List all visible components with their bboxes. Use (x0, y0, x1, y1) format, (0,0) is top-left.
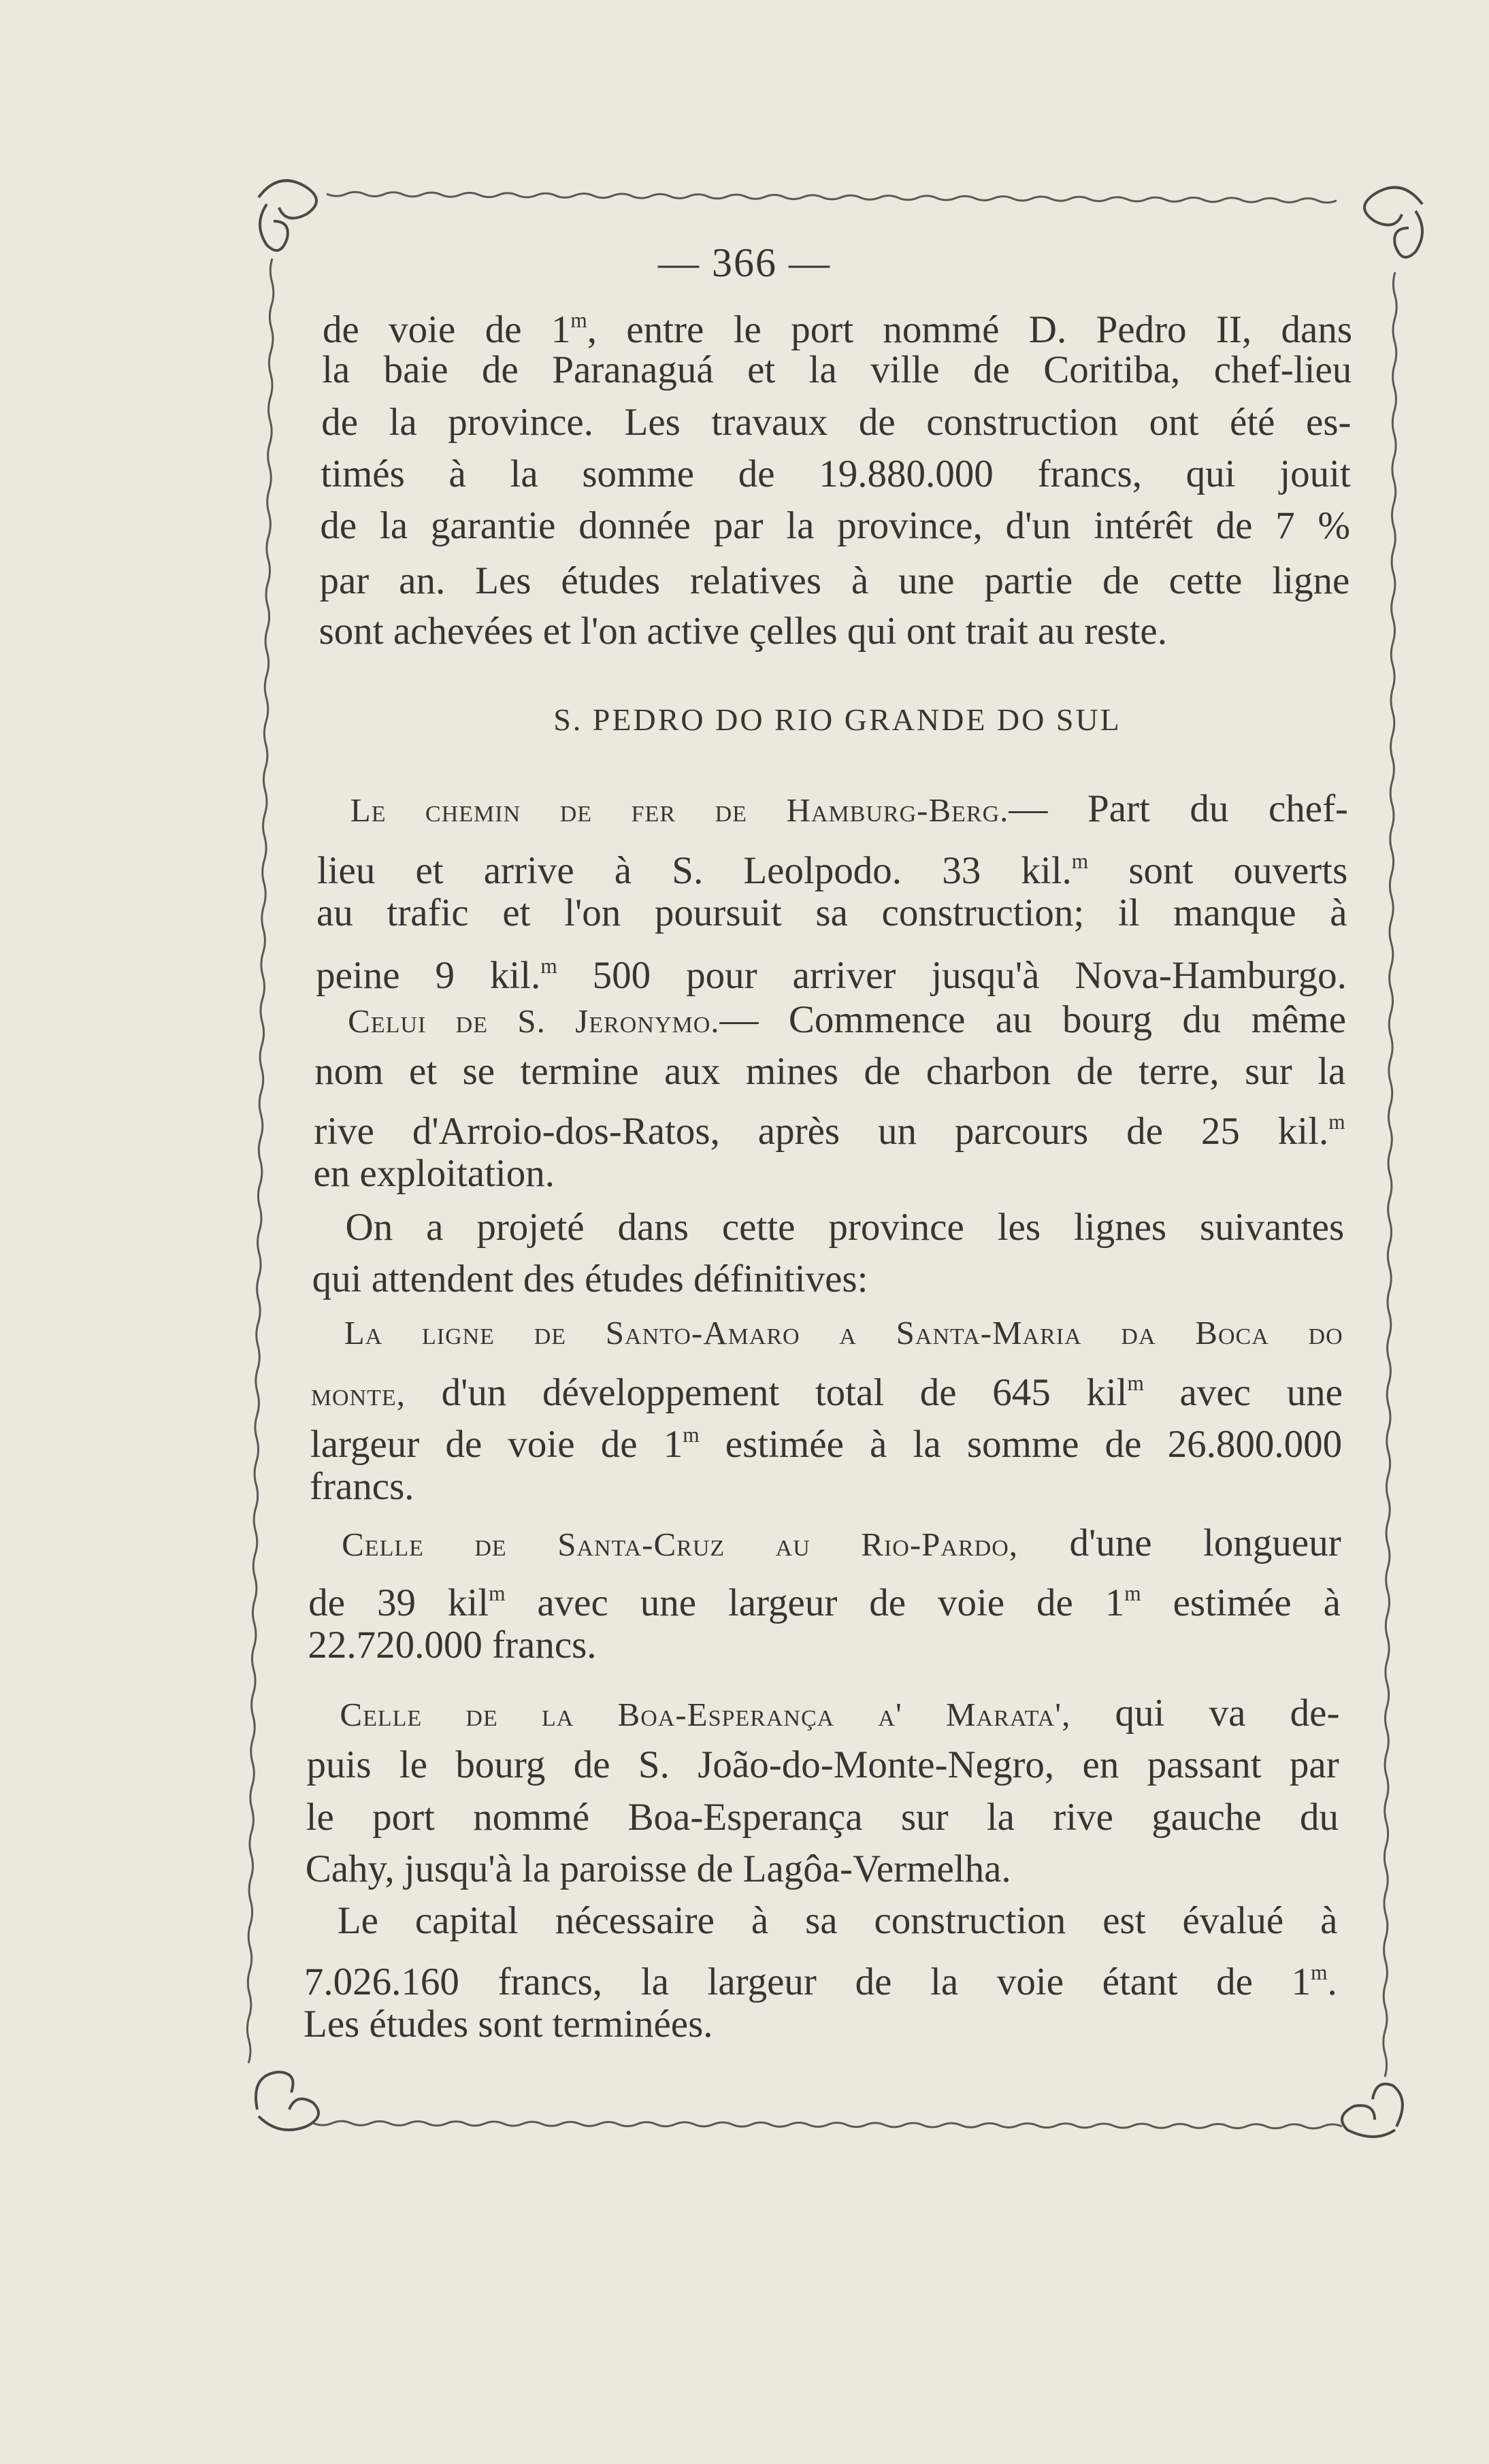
text-segment: sont ouverts (1088, 849, 1348, 892)
text-line (344, 1308, 1343, 1357)
superscript: m (540, 954, 557, 978)
text-segment: — Commence au bourg du même (719, 998, 1347, 1041)
small-caps-text: La ligne de Santo-Amaro a Santa-Maria da Boca do (344, 1314, 1343, 1351)
section-heading (323, 696, 1352, 744)
text-segment: S. PEDRO DO RIO GRANDE DO SUL (553, 702, 1122, 737)
text-segment: . (1327, 1960, 1337, 2003)
text-line (348, 996, 1346, 1045)
page-number: — 366 — (658, 240, 831, 285)
text-segment: par an. Les études relatives à une partie de cette ligne (319, 559, 1350, 602)
text-line (346, 1204, 1345, 1251)
text-line (323, 297, 1352, 354)
text-line (322, 346, 1352, 394)
text-line (320, 502, 1350, 550)
text-segment: 22.720.000 francs. (308, 1624, 597, 1666)
text-line (321, 450, 1350, 498)
text-segment: au trafic et l'on poursuit sa construction; il manque à (316, 891, 1347, 934)
text-segment: qui va de- (1070, 1692, 1340, 1735)
small-caps-text: Le chemin de fer de Hamburg-Berg. (350, 791, 1009, 829)
text-line (307, 1741, 1339, 1789)
text-line (304, 2001, 1337, 2048)
text-line (350, 785, 1348, 834)
text-segment: Cahy, jusqu'à la paroisse de Lagôa-Vermelha. (305, 1847, 1011, 1890)
text-segment: d'une longueur (1018, 1522, 1341, 1564)
superscript: m (1124, 1581, 1141, 1605)
text-line (311, 1360, 1343, 1418)
small-caps-text: Celui de S. Jeronymo. (348, 1002, 720, 1040)
text-segment: sont achevées et l'on active çelles qui ont trait au reste. (318, 610, 1167, 653)
text-line (312, 1255, 1344, 1303)
text-segment: de 39 kil (308, 1581, 489, 1624)
text-line (306, 1845, 1339, 1893)
text-segment: — Part du chef- (1009, 787, 1349, 830)
text-line (317, 838, 1347, 895)
text-segment: avec une (1143, 1370, 1343, 1414)
text-line (313, 1150, 1344, 1198)
text-line (338, 1897, 1338, 1945)
text-segment: le port nommé Boa-Esperança sur la rive gauche du (306, 1796, 1339, 1839)
text-line (310, 1411, 1342, 1468)
text-segment: On a projeté dans cette province les lignes suivantes (345, 1206, 1345, 1249)
text-segment: 500 pour arriver jusqu'à Nova-Hamburgo. (557, 953, 1347, 997)
text-segment: lieu et arrive à S. Leolpodo. 33 kil. (316, 849, 1072, 892)
text-segment: puis le bourg de S. João-do-Monte-Negro, en passant par (306, 1743, 1339, 1786)
superscript: m (1328, 1110, 1345, 1134)
text-line (316, 889, 1347, 937)
superscript: m (1127, 1371, 1144, 1395)
small-caps-text: Celle de Santa-Cruz au Rio-Pardo, (342, 1526, 1019, 1563)
superscript: m (570, 308, 587, 332)
text-segment: Les études sont terminées. (304, 2003, 713, 2046)
text-line (340, 1690, 1339, 1739)
text-line (314, 1098, 1345, 1155)
text-segment: avec une largeur de voie de 1 (505, 1581, 1125, 1624)
small-caps-text: monte, (310, 1375, 406, 1413)
superscript: m (489, 1581, 506, 1605)
text-segment: de voie de 1 (323, 308, 571, 351)
text-segment: estimée à la somme de 26.800.000 (699, 1422, 1343, 1466)
text-segment: la baie de Paranaguá et la ville de Coritiba, chef-lieu (322, 348, 1352, 391)
text-segment: rive d'Arroio-dos-Ratos, après un parcours de 25 kil. (314, 1109, 1329, 1153)
text-segment: en exploitation. (313, 1152, 555, 1195)
text-segment: largeur de voie de 1 (310, 1422, 683, 1466)
superscript: m (1071, 849, 1089, 873)
text-line (319, 557, 1349, 605)
text-line (306, 1794, 1339, 1841)
text-line (304, 1949, 1337, 2006)
text-line (319, 608, 1349, 655)
text-segment: nom et se termine aux mines de charbon de terre, sur la (314, 1050, 1346, 1093)
text-line (310, 1463, 1341, 1511)
text-segment: timés à la somme de 19.880.000 francs, qui jouit (321, 453, 1351, 495)
text-segment: estimée à (1141, 1581, 1341, 1624)
text-line (321, 399, 1351, 446)
text-segment: Le capital nécessaire à sa construction est évalué à (337, 1899, 1338, 1942)
text-line (308, 1622, 1340, 1669)
text-segment: qui attendent des études définitives: (312, 1258, 868, 1300)
text-segment: d'un développement total de 645 kil (405, 1370, 1128, 1414)
superscript: m (1311, 1960, 1328, 1984)
text-segment: peine 9 kil. (316, 953, 541, 997)
text-line (308, 1570, 1341, 1627)
text-segment: de la garantie donnée par la province, d'un intérêt de 7 % (320, 504, 1351, 547)
text-line (314, 1048, 1345, 1096)
text-segment: 7.026.160 francs, la largeur de la voie étant de 1 (304, 1960, 1311, 2003)
text-segment: de la province. Les travaux de construction ont été es- (321, 401, 1352, 444)
text-segment: francs. (310, 1465, 414, 1508)
text-line (316, 942, 1347, 1000)
text-segment: , entre le port nommé D. Pedro II, dans (587, 308, 1353, 351)
superscript: m (683, 1423, 700, 1447)
small-caps-text: Celle de la Boa-Esperança a' Marata', (340, 1696, 1071, 1733)
text-line (342, 1520, 1341, 1568)
